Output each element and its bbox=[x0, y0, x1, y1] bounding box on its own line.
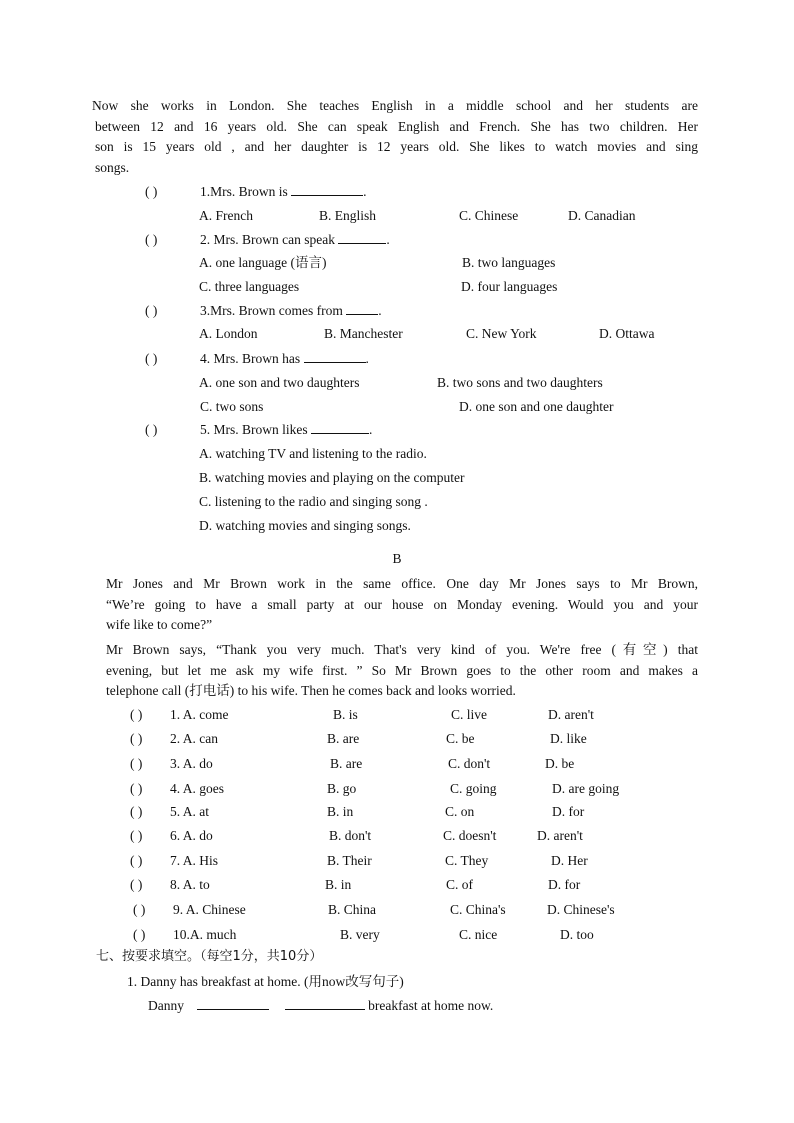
answer-paren[interactable]: ( ) bbox=[130, 804, 143, 819]
answer-paren[interactable]: ( ) bbox=[145, 184, 158, 199]
question-stem: 2. Mrs. Brown can speak . bbox=[200, 232, 390, 247]
option-b: B. China bbox=[328, 902, 377, 917]
option-d: D. four languages bbox=[461, 279, 558, 294]
passage-b-line: evening, but let me ask my wife first. ” So Mr Brown goes to the other room and makes a bbox=[106, 662, 698, 678]
passage-b-paragraph-1 bbox=[106, 574, 698, 636]
option-c: C. of bbox=[446, 877, 473, 892]
option-c: C. nice bbox=[459, 927, 498, 942]
option-d: D. for bbox=[548, 877, 581, 892]
option-b: B. don't bbox=[329, 828, 372, 843]
option-a: 1. A. come bbox=[170, 707, 229, 722]
answer-blank[interactable] bbox=[304, 350, 366, 363]
passage-a-line: Now she works in London. She teaches English in a middle school and her students are bbox=[92, 98, 698, 113]
passage-b-paragraph-2 bbox=[106, 640, 698, 702]
answer-paren[interactable]: ( ) bbox=[130, 756, 143, 771]
answer-paren[interactable]: ( ) bbox=[145, 232, 158, 247]
option-c: C. three languages bbox=[199, 279, 300, 294]
option-c: C. going bbox=[450, 781, 497, 796]
option-a: A. watching TV and listening to the radio. bbox=[199, 446, 427, 461]
passage-a-line: songs. bbox=[95, 159, 130, 175]
answer-blank[interactable] bbox=[338, 231, 386, 244]
option-a: A. French bbox=[199, 208, 253, 223]
option-a: 7. A. His bbox=[170, 853, 219, 868]
answer-paren[interactable]: ( ) bbox=[145, 303, 158, 318]
option-a: 4. A. goes bbox=[170, 781, 224, 796]
option-b: B. are bbox=[330, 756, 363, 771]
option-c: C. don't bbox=[448, 756, 491, 771]
option-b: B. English bbox=[319, 208, 377, 223]
option-c: C. Chinese bbox=[459, 208, 519, 223]
option-a: 2. A. can bbox=[170, 731, 218, 746]
option-c: C. doesn't bbox=[443, 828, 497, 843]
option-a: 3. A. do bbox=[170, 756, 213, 771]
question-stem: 4. Mrs. Brown has . bbox=[200, 351, 369, 366]
answer-paren[interactable]: ( ) bbox=[145, 351, 158, 366]
option-d: D. aren't bbox=[537, 828, 583, 843]
option-a: 5. A. at bbox=[170, 804, 209, 819]
answer-blank-1[interactable] bbox=[197, 997, 269, 1010]
passage-a-line: son is 15 years old , and her daughter is 12 years old. She likes to watch movies and sing bbox=[95, 139, 698, 154]
option-b: B. in bbox=[327, 804, 354, 819]
option-c: C. on bbox=[445, 804, 475, 819]
option-d: D. watching movies and singing songs. bbox=[199, 518, 411, 533]
option-b: B. go bbox=[327, 781, 357, 796]
passage-b-line: “We’re going to have a small party at our house on Monday evening. Would you and your bbox=[106, 596, 698, 612]
option-d: D. Ottawa bbox=[599, 326, 655, 341]
option-d: D. for bbox=[552, 804, 585, 819]
option-a: 6. A. do bbox=[170, 828, 213, 843]
option-a: 8. A. to bbox=[170, 877, 210, 892]
option-c: C. New York bbox=[466, 326, 537, 341]
option-d: D. are going bbox=[552, 781, 620, 796]
answer-paren[interactable]: ( ) bbox=[130, 828, 143, 843]
answer-blank[interactable] bbox=[311, 421, 369, 434]
option-a: A. one son and two daughters bbox=[199, 375, 360, 390]
option-b: B. very bbox=[340, 927, 380, 942]
option-a: 9. A. Chinese bbox=[173, 902, 246, 917]
section-7-heading: 七、按要求填空。（每空1分，共10分） bbox=[96, 949, 323, 964]
option-a: 10.A. much bbox=[173, 927, 237, 942]
question-stem: 5. Mrs. Brown likes . bbox=[200, 422, 373, 437]
option-b: B. Their bbox=[327, 853, 372, 868]
section-7-question-1: 1. Danny has breakfast at home. (用now改写句子) bbox=[127, 974, 404, 989]
option-b: B. is bbox=[333, 707, 358, 722]
passage-a-line: between 12 and 16 years old. She can speak English and French. She has two children. Her bbox=[95, 118, 698, 134]
answer-prefix: Danny bbox=[148, 998, 184, 1013]
passage-b-line: Mr Jones and Mr Brown work in the same office. One day Mr Jones says to Mr Brown, bbox=[106, 576, 698, 591]
option-d: D. be bbox=[545, 756, 575, 771]
answer-paren[interactable]: ( ) bbox=[130, 781, 143, 796]
answer-blank[interactable] bbox=[291, 183, 363, 196]
passage-b-line: telephone call (打电话) to his wife. Then he comes back and looks worried. bbox=[106, 683, 516, 698]
option-b: B. two sons and two daughters bbox=[437, 375, 603, 390]
answer-suffix: breakfast at home now. bbox=[368, 998, 494, 1013]
answer-paren[interactable]: ( ) bbox=[145, 422, 158, 437]
option-d: D. Her bbox=[551, 853, 588, 868]
option-b: B. Manchester bbox=[324, 326, 403, 341]
option-b: B. two languages bbox=[462, 255, 556, 270]
question-stem: 3.Mrs. Brown comes from . bbox=[200, 303, 382, 318]
option-d: D. too bbox=[560, 927, 594, 942]
option-b: B. are bbox=[327, 731, 360, 746]
option-d: D. Chinese's bbox=[547, 902, 615, 917]
option-c: C. be bbox=[446, 731, 475, 746]
passage-a bbox=[92, 96, 698, 178]
option-d: D. one son and one daughter bbox=[459, 399, 614, 414]
option-c: C. They bbox=[445, 853, 489, 868]
passage-b-line: wife like to come?” bbox=[106, 617, 213, 632]
section-7-answer-line bbox=[148, 997, 493, 1015]
option-a: A. one language (语言) bbox=[199, 255, 327, 270]
answer-paren[interactable]: ( ) bbox=[130, 853, 143, 868]
answer-paren[interactable]: ( ) bbox=[133, 927, 146, 942]
option-b: B. watching movies and playing on the computer bbox=[199, 470, 465, 485]
option-c: C. China's bbox=[450, 902, 506, 917]
section-b-heading: B bbox=[392, 551, 402, 566]
option-c: C. two sons bbox=[200, 399, 264, 414]
option-a: A. London bbox=[199, 326, 258, 341]
option-d: D. aren't bbox=[548, 707, 594, 722]
answer-paren[interactable]: ( ) bbox=[133, 902, 146, 917]
option-c: C. listening to the radio and singing song . bbox=[199, 494, 428, 509]
passage-b-line: Mr Brown says, “Thank you very much. That's very kind of you. We're free (有空) that bbox=[106, 642, 698, 657]
answer-paren[interactable]: ( ) bbox=[130, 707, 143, 722]
option-d: D. Canadian bbox=[568, 208, 636, 223]
answer-paren[interactable]: ( ) bbox=[130, 731, 143, 746]
option-d: D. like bbox=[550, 731, 587, 746]
answer-blank-2[interactable] bbox=[285, 997, 365, 1010]
question-stem: 1.Mrs. Brown is . bbox=[200, 184, 367, 199]
answer-paren[interactable]: ( ) bbox=[130, 877, 143, 892]
answer-blank[interactable] bbox=[346, 302, 378, 315]
option-b: B. in bbox=[325, 877, 352, 892]
option-c: C. live bbox=[451, 707, 487, 722]
